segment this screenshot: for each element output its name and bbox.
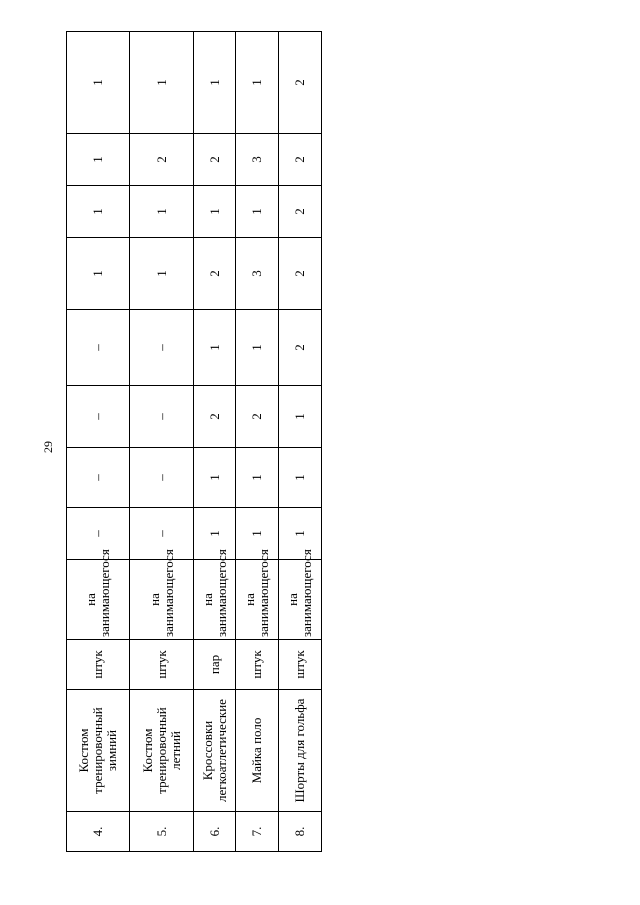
quantity-cell: 1 bbox=[130, 32, 193, 134]
quantity-cell: 2 bbox=[279, 32, 322, 134]
quantity-cell: 1 bbox=[130, 186, 193, 238]
quantity-cell: 1 bbox=[279, 448, 322, 508]
table-row bbox=[130, 32, 193, 852]
quantity-cell: – bbox=[130, 386, 193, 448]
row-number: 7. bbox=[236, 812, 279, 852]
row-number: 8. bbox=[279, 812, 322, 852]
item-name: Шорты для гольфа bbox=[279, 690, 322, 812]
quantity-cell: – bbox=[130, 508, 193, 560]
quantity-cell: 1 bbox=[236, 508, 279, 560]
quantity-cell: 2 bbox=[193, 386, 236, 448]
quantity-cell: 2 bbox=[193, 134, 236, 186]
calculation-unit: на занимающегося bbox=[236, 560, 279, 640]
calculation-unit: на занимающегося bbox=[130, 560, 193, 640]
table-row bbox=[193, 32, 236, 852]
item-name: Майка поло bbox=[236, 690, 279, 812]
row-number: 6. bbox=[193, 812, 236, 852]
quantity-cell: 2 bbox=[279, 238, 322, 310]
calculation-unit: на занимающегося bbox=[193, 560, 236, 640]
quantity-cell: 2 bbox=[193, 238, 236, 310]
quantity-cell: 2 bbox=[279, 310, 322, 386]
quantity-cell: 1 bbox=[236, 310, 279, 386]
quantity-cell: – bbox=[130, 448, 193, 508]
page-number: 29 bbox=[41, 441, 55, 453]
quantity-cell: 2 bbox=[279, 134, 322, 186]
quantity-cell: 1 bbox=[236, 32, 279, 134]
quantity-cell: 3 bbox=[236, 238, 279, 310]
unit-of-measure: штук bbox=[67, 640, 130, 690]
quantity-cell: 1 bbox=[193, 32, 236, 134]
table-row bbox=[67, 32, 130, 852]
quantity-cell: – bbox=[67, 386, 130, 448]
calculation-unit: на занимающегося bbox=[67, 560, 130, 640]
quantity-cell: 1 bbox=[236, 186, 279, 238]
row-number: 5. bbox=[130, 812, 193, 852]
quantity-cell: 1 bbox=[236, 448, 279, 508]
unit-of-measure: пар bbox=[193, 640, 236, 690]
quantity-cell: – bbox=[67, 448, 130, 508]
quantity-cell: – bbox=[130, 310, 193, 386]
quantity-cell: 1 bbox=[193, 508, 236, 560]
quantity-cell: 1 bbox=[130, 238, 193, 310]
quantity-cell: 2 bbox=[130, 134, 193, 186]
quantity-cell: – bbox=[67, 508, 130, 560]
row-number: 4. bbox=[67, 812, 130, 852]
quantity-cell: 1 bbox=[279, 386, 322, 448]
quantity-cell: 1 bbox=[67, 32, 130, 134]
quantity-cell: 1 bbox=[193, 310, 236, 386]
quantity-cell: 1 bbox=[67, 238, 130, 310]
quantity-cell: 2 bbox=[279, 186, 322, 238]
quantity-cell: 1 bbox=[67, 134, 130, 186]
item-name: Костюм тренировочный летний bbox=[130, 690, 193, 812]
quantity-cell: 3 bbox=[236, 134, 279, 186]
quantity-cell: – bbox=[67, 310, 130, 386]
table-row bbox=[236, 32, 279, 852]
calculation-unit: на занимающегося bbox=[279, 560, 322, 640]
unit-of-measure: штук bbox=[279, 640, 322, 690]
unit-of-measure: штук bbox=[236, 640, 279, 690]
quantity-cell: 1 bbox=[193, 186, 236, 238]
quantity-cell: 1 bbox=[193, 448, 236, 508]
table-row bbox=[279, 32, 322, 852]
quantity-cell: 1 bbox=[67, 186, 130, 238]
item-name: Кроссовки легкоатлетические bbox=[193, 690, 236, 812]
quantity-cell: 1 bbox=[279, 508, 322, 560]
item-name: Костюм тренировочный зимний bbox=[67, 690, 130, 812]
quantity-cell: 2 bbox=[236, 386, 279, 448]
equipment-table bbox=[66, 31, 322, 852]
rotated-table-wrapper bbox=[66, 32, 322, 852]
unit-of-measure: штук bbox=[130, 640, 193, 690]
